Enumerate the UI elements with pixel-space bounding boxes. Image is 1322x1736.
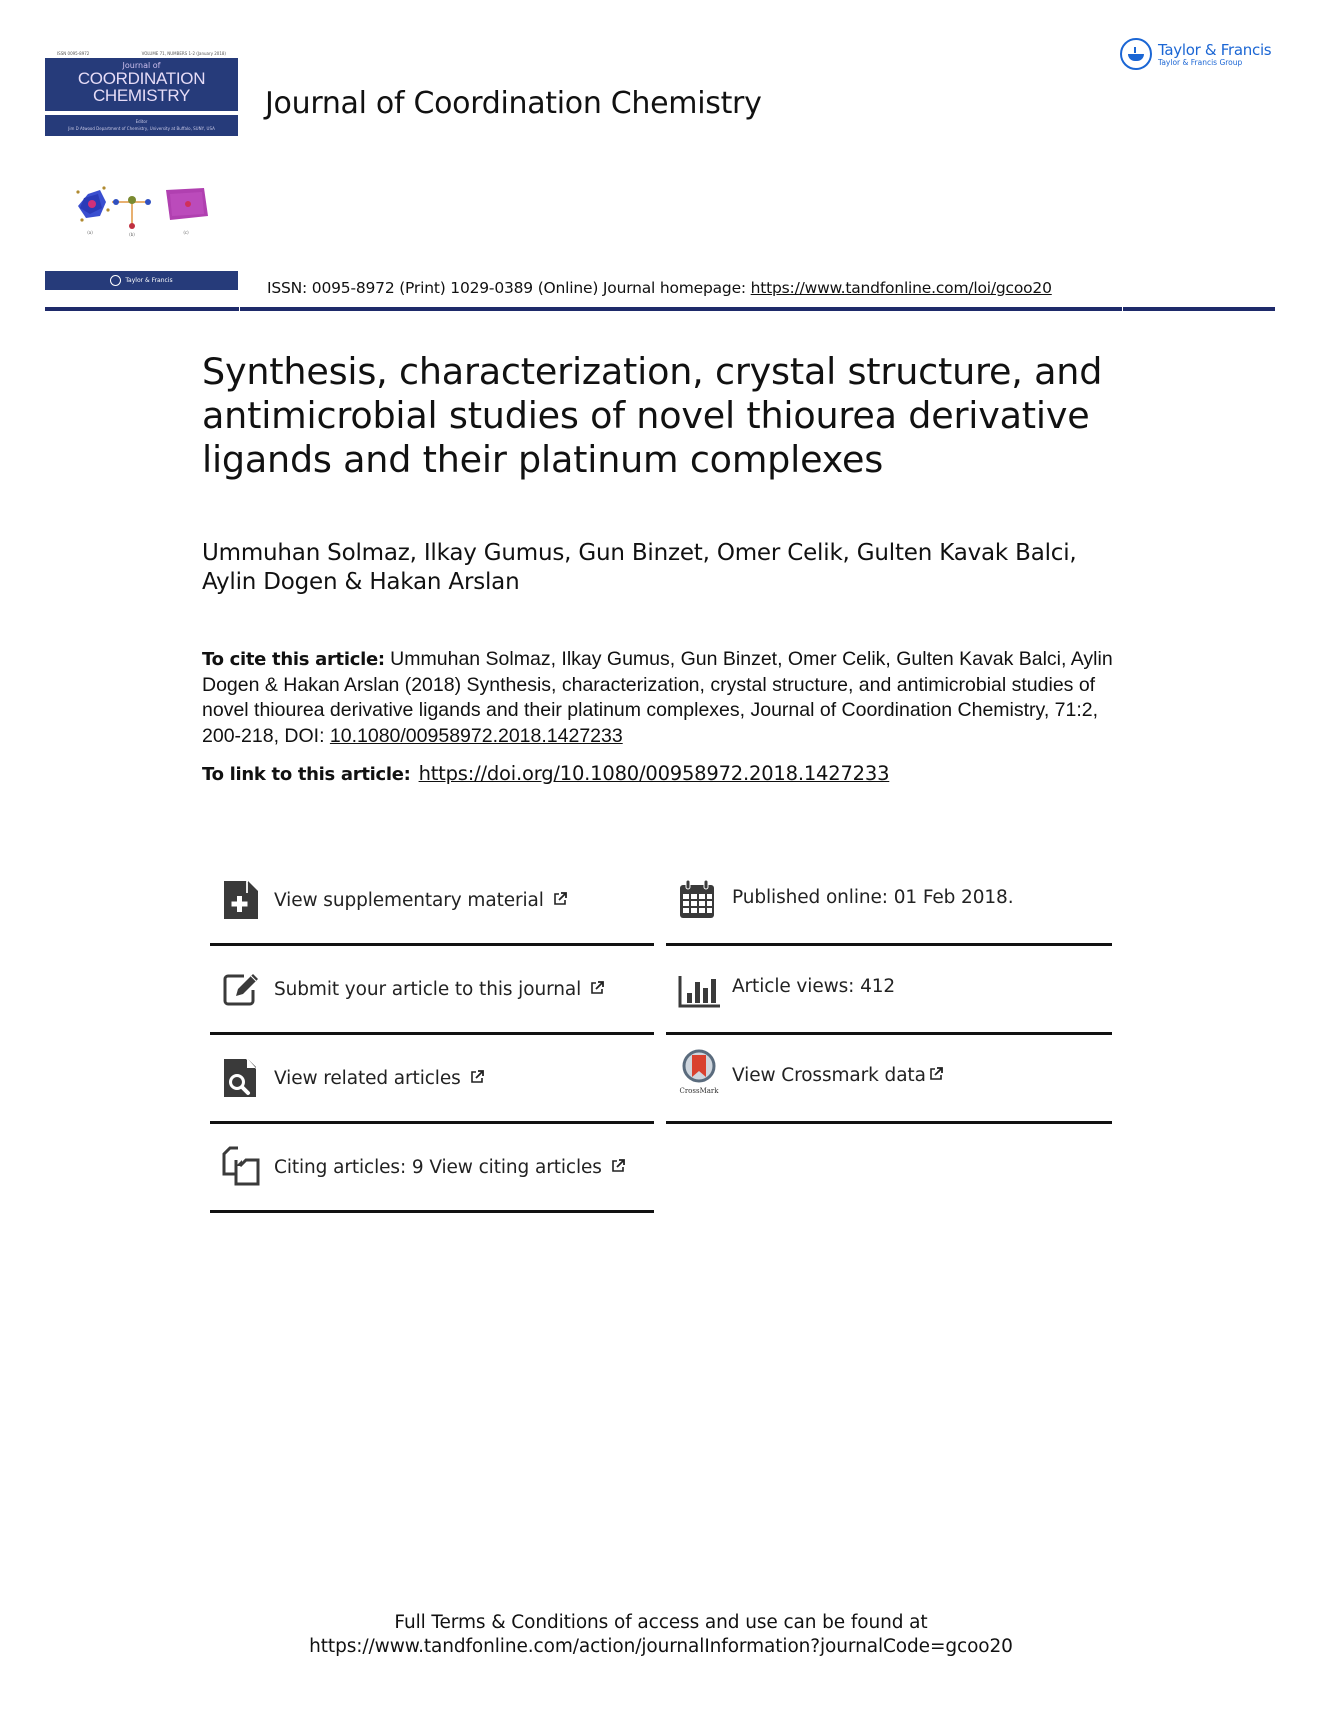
- external-link-icon: [552, 891, 568, 907]
- svg-text:(a): (a): [87, 230, 93, 235]
- cover-artwork: [70, 180, 215, 240]
- external-link-icon: [928, 1066, 944, 1082]
- cover-editor-label: Editor: [135, 119, 148, 124]
- published-date: Published online: 01 Feb 2018.: [732, 887, 1014, 908]
- svg-text:(c): (c): [183, 230, 189, 235]
- file-plus-icon: [222, 879, 260, 921]
- svg-text:(b): (b): [129, 232, 135, 237]
- edit-icon: [222, 968, 260, 1010]
- submit-article-link[interactable]: [210, 946, 654, 1035]
- issn-text: ISSN: 0095-8972 (Print) 1029-0389 (Online) Journal homepage:: [267, 279, 751, 297]
- bar-chart-icon: [678, 968, 720, 1010]
- journal-title: Journal of Coordination Chemistry: [265, 86, 762, 121]
- link-label: To link to this article:: [202, 764, 411, 785]
- crossmark-link[interactable]: [666, 1035, 1112, 1124]
- header-rule: [45, 307, 1275, 311]
- crystal-structure-illustration: [70, 180, 215, 240]
- cover-journal-of: Journal of: [122, 61, 161, 70]
- terms-url[interactable]: https://www.tandfonline.com/action/journalInformation?journalCode=gcoo20: [309, 1636, 1013, 1657]
- info-label: View related articles: [274, 1068, 485, 1089]
- citing-articles-link[interactable]: [210, 1124, 654, 1213]
- info-label: Citing articles: 9 View citing articles: [274, 1157, 626, 1178]
- tf-mini-logo-icon: [110, 275, 121, 286]
- crossmark-icon: CrossMark: [678, 1049, 720, 1097]
- cover-issn: ISSN 0095-8972: [57, 50, 90, 56]
- calendar-icon: [678, 879, 716, 921]
- cite-text: Ummuhan Solmaz, Ilkay Gumus, Gun Binzet, Omer Celik, Gulten Kavak Balci, Aylin Dogen & Hakan Arslan (2018) Synthesis, characterization, crystal structure, and antimicrobial studies of novel thiourea derivative ligands and their platinum complexes, Journal of Coordination Chemistry, 71:2, 200-218, DOI:: [202, 648, 1113, 747]
- article-views: Article views: 412: [732, 976, 896, 997]
- publisher-group: Taylor & Francis Group: [1158, 57, 1243, 67]
- article-title: Synthesis, characterization, crystal structure, and antimicrobial studies of novel thiourea derivative ligands and their platinum complexes: [202, 350, 1103, 481]
- publisher-logo[interactable]: [1120, 38, 1271, 70]
- external-link-icon: [589, 980, 605, 996]
- article-link-line: [202, 762, 889, 785]
- issn-line: [267, 279, 1052, 297]
- related-articles-link[interactable]: [210, 1035, 654, 1124]
- article-doi-link[interactable]: https://doi.org/10.1080/00958972.2018.1427233: [418, 762, 890, 785]
- terms-footer: [0, 1611, 1322, 1659]
- published-online-info: [666, 857, 1112, 946]
- cover-title-line2: CHEMISTRY: [92, 86, 191, 105]
- lamp-logo-icon: [1120, 38, 1152, 70]
- supplementary-material-link[interactable]: [210, 857, 654, 946]
- info-label: Submit your article to this journal: [274, 979, 605, 1000]
- cover-title-line1: COORDINATION: [77, 69, 206, 88]
- cover-editor-block: [45, 115, 238, 136]
- journal-cover: [45, 48, 238, 136]
- external-link-icon: [610, 1158, 626, 1174]
- cover-title-block: [45, 58, 238, 111]
- cover-publisher: Taylor & Francis: [125, 277, 173, 284]
- article-authors: Ummuhan Solmaz, Ilkay Gumus, Gun Binzet, Omer Celik, Gulten Kavak Balci, Aylin Dogen & Hakan Arslan: [202, 540, 1077, 595]
- file-search-icon: [222, 1057, 260, 1099]
- journal-homepage-link[interactable]: https://www.tandfonline.com/loi/gcoo20: [750, 279, 1052, 297]
- cover-publisher-band: [45, 271, 238, 290]
- copy-icon: [222, 1146, 260, 1188]
- cover-volume: VOLUME 71, NUMBERS 1-2 (January 2018): [141, 50, 226, 56]
- publisher-name: Taylor & Francis: [1158, 40, 1272, 59]
- cover-editor: Jim D Atwood Department of Chemistry, University at Buffalo, SUNY, USA: [68, 126, 215, 131]
- cite-doi-link[interactable]: 10.1080/00958972.2018.1427233: [329, 724, 623, 747]
- cover-issn-strip: [45, 48, 238, 58]
- external-link-icon: [469, 1069, 485, 1085]
- article-views-info: [666, 946, 1112, 1035]
- citation-block: [202, 647, 1132, 749]
- cite-label: To cite this article:: [202, 649, 385, 670]
- info-label: View supplementary material: [274, 890, 568, 911]
- info-label: View Crossmark data: [732, 1065, 944, 1086]
- terms-line: Full Terms & Conditions of access and use can be found at: [394, 1612, 928, 1633]
